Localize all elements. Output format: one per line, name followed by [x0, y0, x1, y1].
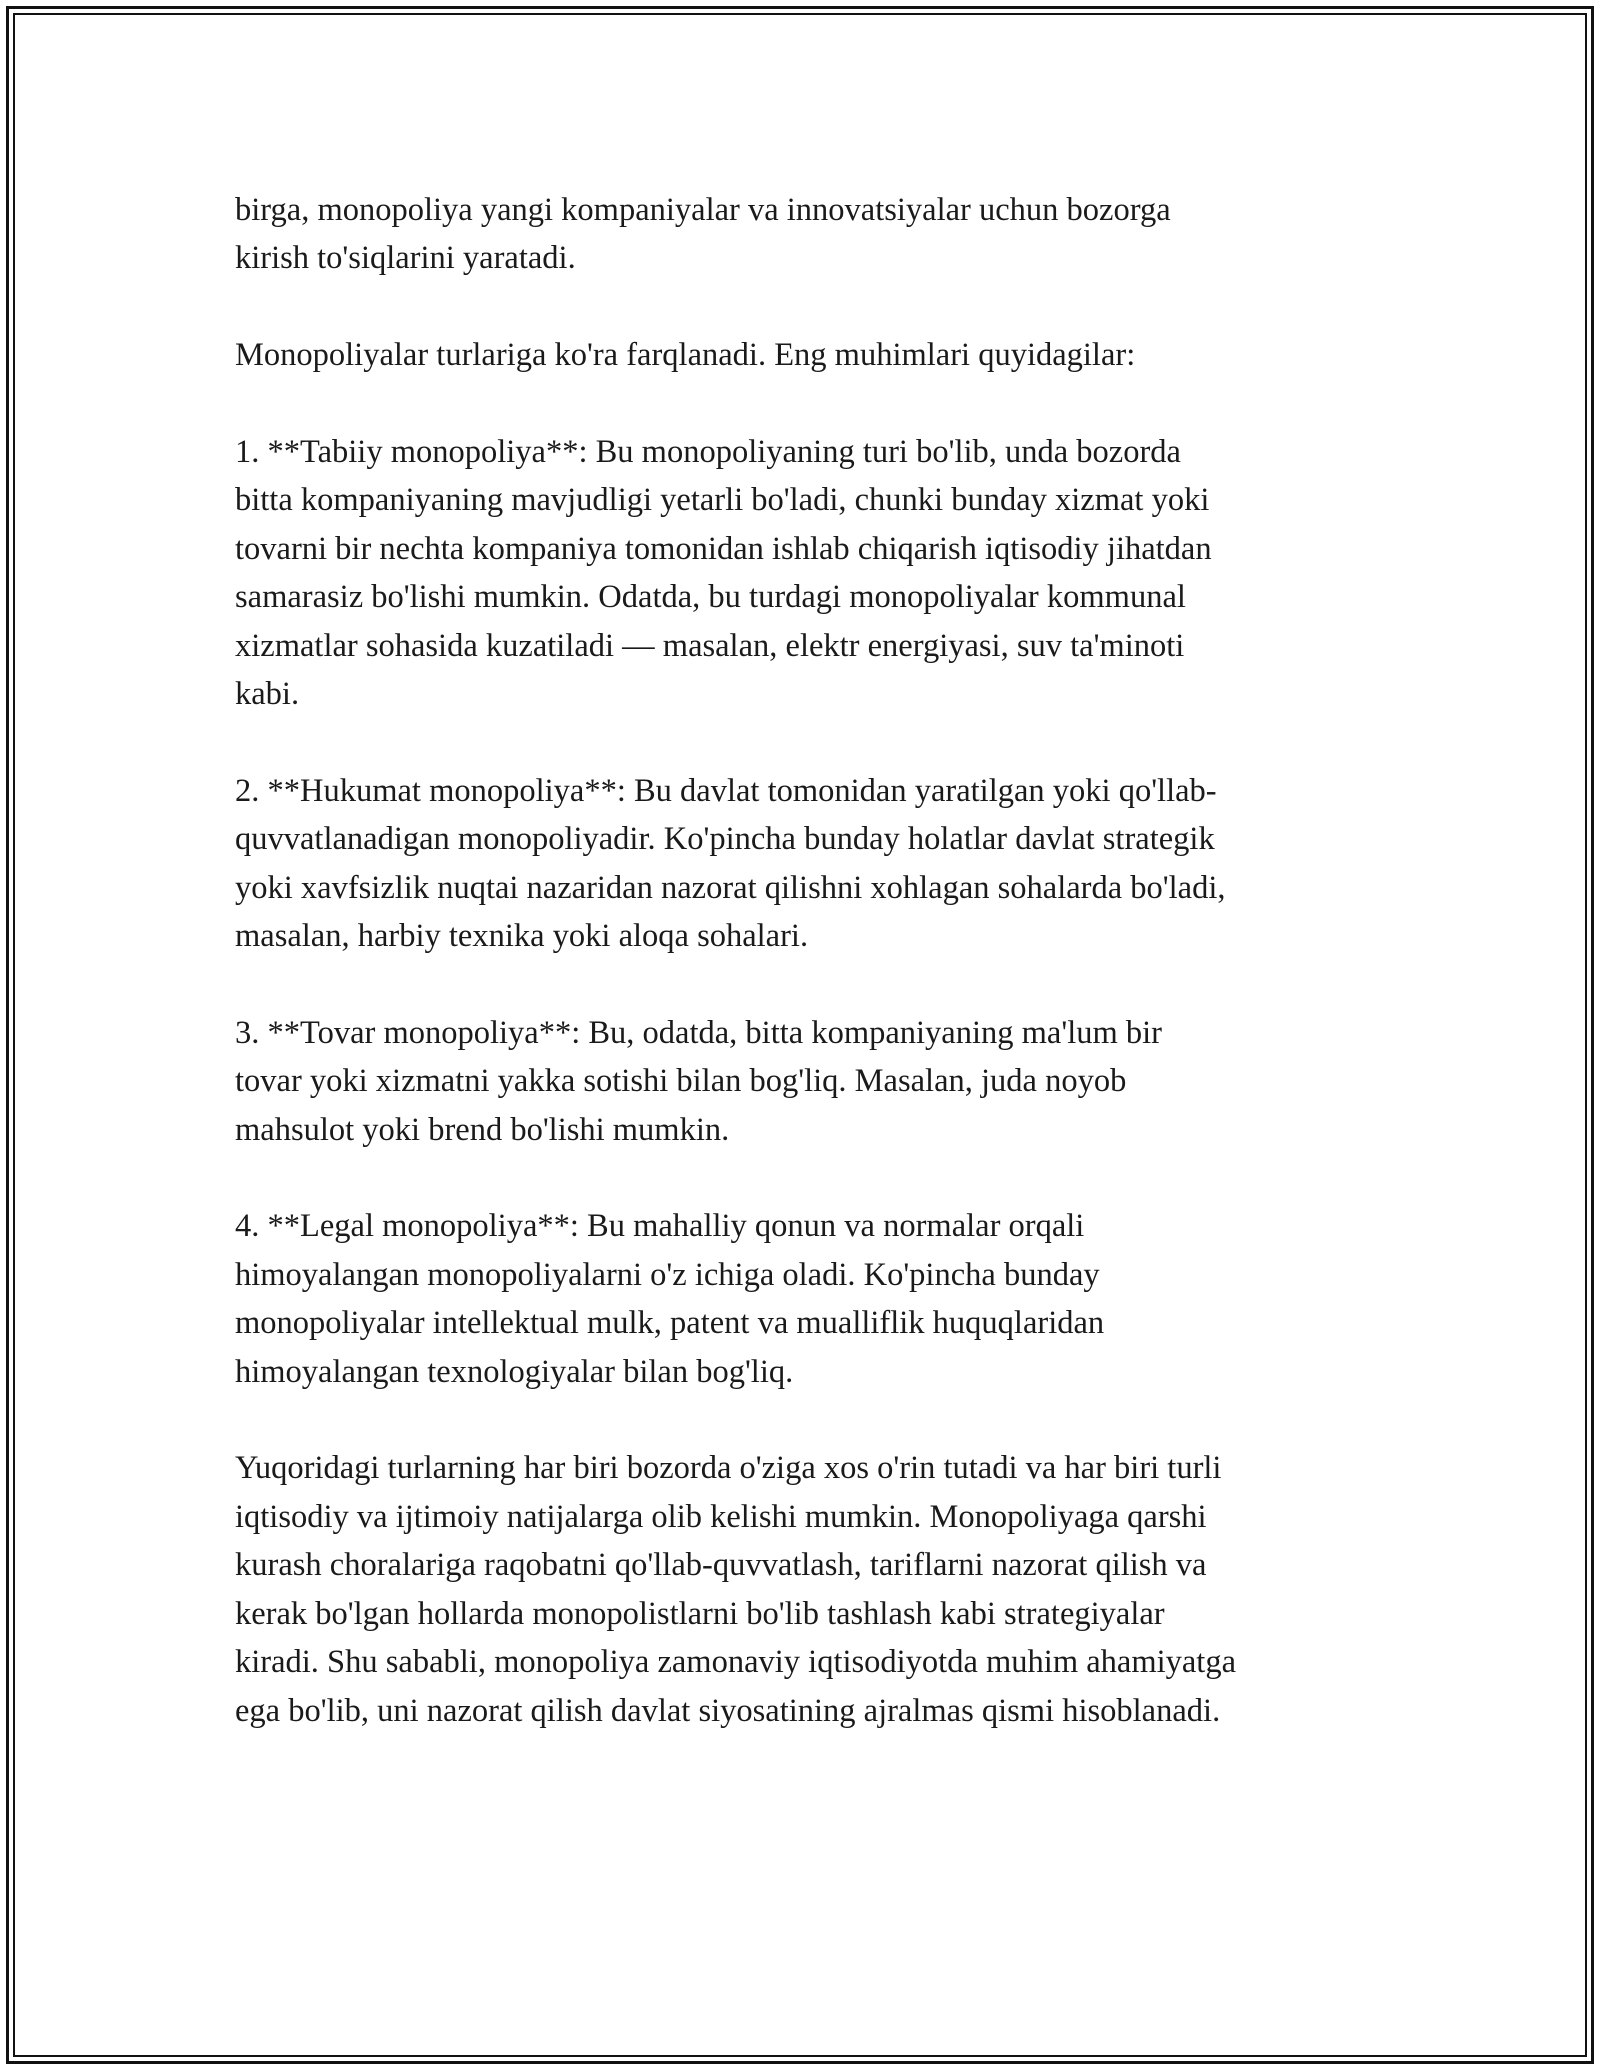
document-body — [235, 186, 1365, 1735]
list-item-product-monopoly: 3. **Tovar monopoliya**: Bu, odatda, bitta kompaniyaning ma'lum bir tovar yoki xizmatni yakka sotishi bilan bog'liq. Masalan, juda noyob mahsulot yoki brend bo'lishi mumkin. — [235, 1014, 1162, 1148]
paragraph-types-intro: Monopoliyalar turlariga ko'ra farqlanadi. Eng muhimlari quyidagilar: — [235, 337, 1136, 374]
paragraph-intro-continuation: birga, monopoliya yangi kompaniyalar va innovatsiyalar uchun bozorga kirish to'siqlarini yaratadi. — [235, 192, 1171, 277]
paragraph-conclusion: Yuqoridagi turlarning har biri bozorda o'ziga xos o'rin tutadi va har biri turli iqtisodiy va ijtimoiy natijalarga olib kelishi mumkin. Monopoliyaga qarshi kurash choralariga raqobatni qo'llab-quvvatlash, tariflarni nazorat qilish va kerak bo'lgan hollarda monopolistlarni bo'lib tashlash kabi strategiyalar kiradi. Shu sababli, monopoliya zamonaviy iqtisodiyotda muhim ahamiyatga ega bo'lib, uni nazorat qilish davlat siyosatining ajralmas qismi hisoblanadi. — [235, 1450, 1237, 1729]
list-item-government-monopoly: 2. **Hukumat monopoliya**: Bu davlat tomonidan yaratilgan yoki qo'llab- quvvatlanadigan monopoliyadir. Ko'pincha bunday holatlar davlat strategik yoki xavfsizlik nuqtai nazaridan nazorat qilishni xohlagan sohalarda bo'ladi, masalan, harbiy texnika yoki aloqa sohalari. — [235, 772, 1226, 955]
list-item-legal-monopoly: 4. **Legal monopoliya**: Bu mahalliy qonun va normalar orqali himoyalangan monopoliyalarni o'z ichiga oladi. Ko'pincha bunday monopoliyalar intellektual mulk, patent va mualliflik huquqlaridan himoyalangan texnologiyalar bilan bog'liq. — [235, 1208, 1105, 1390]
list-item-natural-monopoly: 1. **Tabiiy monopoliya**: Bu monopoliyaning turi bo'lib, unda bozorda bitta kompaniyaning mavjudligi yetarli bo'ladi, chunki bunday xizmat yoki tovarni bir nechta kompaniya tomonidan ishlab chiqarish iqtisodiy jihatdan samarasiz bo'lishi mumkin. Odatda, bu turdagi monopoliyalar kommunal xizmatlar sohasida kuzatiladi — masalan, elektr energiyasi, suv ta'minoti kabi. — [235, 434, 1212, 713]
